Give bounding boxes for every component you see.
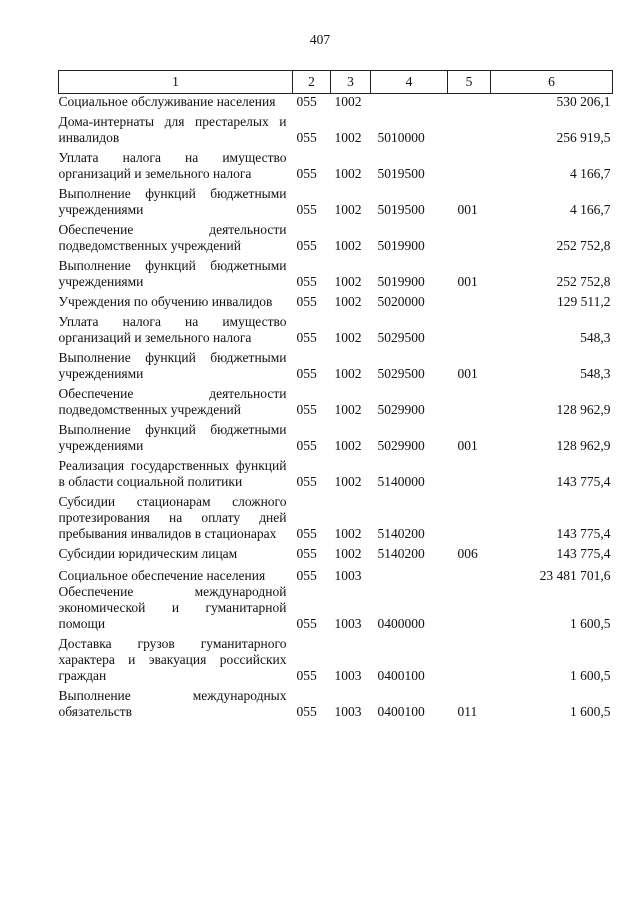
target-article-code: 5140200 (377, 546, 425, 561)
section-code: 1002 (334, 438, 362, 453)
table-row (59, 386, 613, 422)
target-article-code: 5019500 (377, 166, 425, 181)
table-row (59, 546, 613, 566)
amount: 4 166,7 (570, 202, 611, 217)
amount: 23 481 701,6 (539, 568, 611, 583)
table-row (59, 186, 613, 222)
ministry-code: 055 (296, 568, 317, 583)
expense-type-code (448, 494, 491, 546)
expense-type-code (448, 386, 491, 422)
ministry-code: 055 (296, 166, 317, 181)
section-code: 1002 (334, 526, 362, 541)
target-article-code: 5020000 (377, 294, 425, 309)
target-article-code: 0400100 (377, 704, 425, 719)
target-article-code: 5029500 (377, 330, 425, 345)
expense-type-code: 001 (457, 202, 478, 217)
item-name: Уплата налога на имущество организаций и земельного налога (58, 314, 287, 345)
amount: 143 775,4 (556, 474, 611, 489)
column-header: 3 (331, 71, 371, 94)
target-article-code: 5019900 (377, 238, 425, 253)
column-header: 2 (293, 71, 331, 94)
table-row (59, 314, 613, 350)
target-article-code: 5010000 (377, 130, 425, 145)
table-row (59, 114, 613, 150)
target-article-code: 0400100 (377, 668, 425, 683)
item-name: Социальное обслуживание населения (58, 94, 276, 109)
amount: 252 752,8 (556, 238, 611, 253)
target-article-code: 5029900 (377, 402, 425, 417)
item-name: Учреждения по обучению инвалидов (58, 294, 273, 309)
expense-type-code (448, 636, 491, 688)
table-row (59, 494, 613, 546)
item-name: Доставка грузов гуманитарного характера и эвакуация российских граждан (58, 636, 287, 683)
item-name: Социальное обеспечение населения (58, 568, 266, 583)
amount: 4 166,7 (570, 166, 611, 181)
item-name: Обеспечение деятельности подведомственных учреждений (58, 222, 287, 253)
amount: 1 600,5 (570, 616, 611, 631)
expense-type-code (448, 314, 491, 350)
item-name: Выполнение функций бюджетными учреждениями (58, 422, 287, 453)
table-row (59, 150, 613, 186)
table-row (59, 584, 613, 636)
section-code: 1002 (334, 294, 362, 309)
section-code: 1003 (334, 704, 362, 719)
item-name: Выполнение функций бюджетными учреждениями (58, 258, 287, 289)
item-name: Реализация государственных функций в области социальной политики (58, 458, 287, 489)
item-name: Выполнение функций бюджетными учреждениями (58, 186, 287, 217)
amount: 129 511,2 (557, 294, 611, 309)
table-row (59, 458, 613, 494)
ministry-code: 055 (296, 526, 317, 541)
amount: 548,3 (580, 330, 611, 345)
expense-type-code (448, 584, 491, 636)
section-code: 1002 (334, 402, 362, 417)
target-article-code: 5140200 (377, 526, 425, 541)
section-code: 1002 (334, 274, 362, 289)
target-article-code: 5019900 (377, 274, 425, 289)
column-header: 6 (491, 71, 613, 94)
amount: 143 775,4 (556, 526, 611, 541)
section-code: 1002 (334, 130, 362, 145)
section-code: 1002 (334, 546, 362, 561)
column-header: 4 (371, 71, 448, 94)
amount: 128 962,9 (556, 438, 611, 453)
item-name: Дома-интернаты для престарелых и инвалидов (58, 114, 287, 145)
ministry-code: 055 (296, 94, 317, 109)
table-row (59, 688, 613, 724)
expense-type-code: 001 (457, 366, 478, 381)
target-article-code: 0400000 (377, 616, 425, 631)
ministry-code: 055 (296, 402, 317, 417)
ministry-code: 055 (296, 474, 317, 489)
section-code: 1003 (334, 668, 362, 683)
target-article-code (371, 566, 448, 584)
expense-type-code (448, 114, 491, 150)
expense-type-code (448, 222, 491, 258)
table-body (59, 94, 613, 725)
section-code: 1002 (334, 94, 362, 109)
expense-type-code: 006 (457, 546, 478, 561)
item-name: Субсидии юридическим лицам (58, 546, 238, 561)
ministry-code: 055 (296, 366, 317, 381)
table-header-row (59, 71, 613, 94)
item-name: Обеспечение деятельности подведомственных учреждений (58, 386, 287, 417)
amount: 256 919,5 (556, 130, 611, 145)
expense-type-code: 001 (457, 274, 478, 289)
ministry-code: 055 (296, 130, 317, 145)
amount: 548,3 (580, 366, 611, 381)
target-article-code: 5029500 (377, 366, 425, 381)
section-code: 1002 (334, 166, 362, 181)
column-header: 1 (59, 71, 293, 94)
ministry-code: 055 (296, 294, 317, 309)
amount: 252 752,8 (556, 274, 611, 289)
section-code: 1002 (334, 202, 362, 217)
section-code: 1003 (334, 616, 362, 631)
amount: 143 775,4 (556, 546, 611, 561)
page-number: 407 (309, 32, 331, 47)
item-name: Обеспечение международной экономической и гуманитарной помощи (58, 584, 287, 631)
expense-type-code (448, 150, 491, 186)
ministry-code: 055 (296, 616, 317, 631)
section-code: 1002 (334, 474, 362, 489)
table-row (59, 258, 613, 294)
table-row (59, 94, 613, 115)
item-name: Выполнение функций бюджетными учреждениями (58, 350, 287, 381)
table-row (59, 636, 613, 688)
section-code: 1002 (334, 330, 362, 345)
ministry-code: 055 (296, 274, 317, 289)
section-code: 1002 (334, 366, 362, 381)
ministry-code: 055 (296, 546, 317, 561)
section-code: 1002 (334, 238, 362, 253)
table-row (59, 566, 613, 584)
item-name: Уплата налога на имущество организаций и земельного налога (58, 150, 287, 181)
expense-type-code (448, 94, 491, 115)
target-article-code: 5140000 (377, 474, 425, 489)
expense-type-code (448, 458, 491, 494)
expense-type-code: 001 (457, 438, 478, 453)
ministry-code: 055 (296, 238, 317, 253)
table-row (59, 222, 613, 258)
item-name: Выполнение международных обязательств (58, 688, 287, 719)
ministry-code: 055 (296, 202, 317, 217)
expense-type-code (448, 294, 491, 314)
amount: 128 962,9 (556, 402, 611, 417)
budget-table (58, 70, 613, 724)
target-article-code: 5029900 (377, 438, 425, 453)
ministry-code: 055 (296, 330, 317, 345)
column-header: 5 (448, 71, 491, 94)
table-row (59, 350, 613, 386)
expense-type-code: 011 (457, 704, 478, 719)
expense-type-code (448, 566, 491, 584)
section-code: 1003 (334, 568, 362, 583)
table-row (59, 294, 613, 314)
target-article-code (371, 94, 448, 115)
amount: 1 600,5 (570, 704, 611, 719)
table-row (59, 422, 613, 458)
ministry-code: 055 (296, 438, 317, 453)
amount: 530 206,1 (556, 94, 611, 109)
item-name: Субсидии стационарам сложного протезирования на оплату дней пребывания инвалидов в стационарах (58, 494, 287, 541)
amount: 1 600,5 (570, 668, 611, 683)
ministry-code: 055 (296, 704, 317, 719)
ministry-code: 055 (296, 668, 317, 683)
target-article-code: 5019500 (377, 202, 425, 217)
